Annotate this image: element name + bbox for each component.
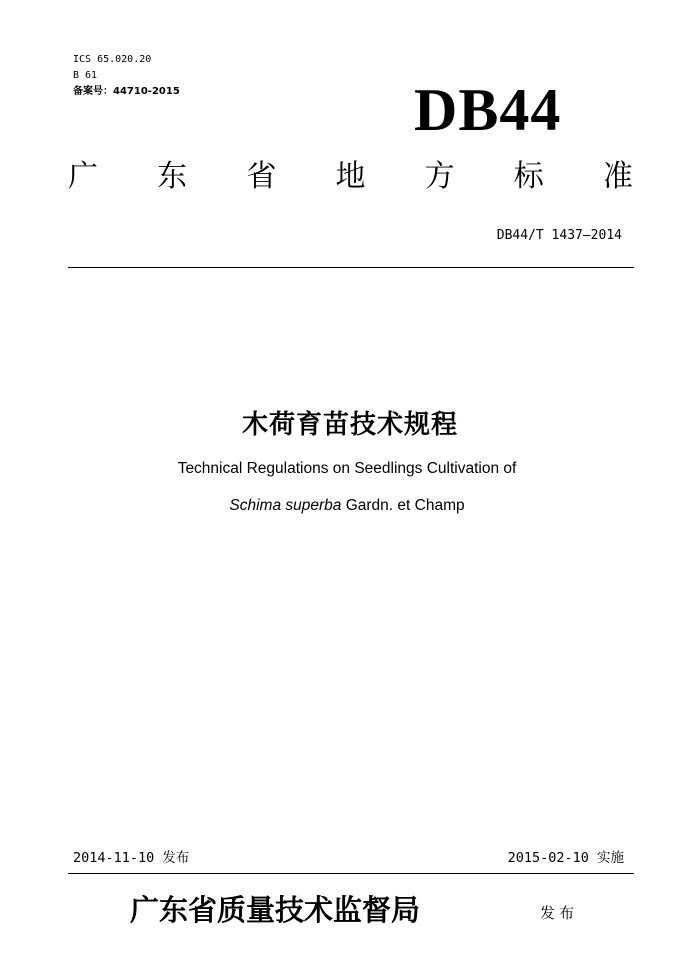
standard-type-char: 标 — [513, 159, 544, 194]
document-title-en-line2 — [0, 497, 694, 515]
document-title-cn: 木荷育苗技术规程 — [241, 410, 458, 440]
standard-type-char: 准 — [602, 159, 633, 194]
ics-code: ICS 65.020.20 — [73, 54, 152, 65]
standard-number: DB44/T 1437—2014 — [496, 228, 622, 243]
bottom-divider — [68, 873, 634, 874]
ccs-code: B 61 — [73, 70, 98, 81]
issuing-authority: 广东省质量技术监督局 — [130, 893, 421, 927]
standard-type-char: 地 — [335, 159, 366, 194]
db-logo: DB44 — [414, 77, 562, 143]
species-authority: Gardn. et Champ — [341, 497, 465, 514]
implementation-date: 2015-02-10 实施 — [507, 850, 624, 866]
standard-type-title — [68, 160, 633, 194]
issue-date: 2014-11-10 发布 — [73, 850, 190, 866]
top-divider — [68, 267, 634, 268]
document-title-en-line1: Technical Regulations on Seedlings Cultivation of — [177, 460, 517, 477]
standard-type-char: 广 — [68, 159, 98, 194]
standard-type-char: 东 — [157, 159, 188, 194]
filing-number: 备案号：44710-2015 — [73, 86, 180, 97]
issue-label: 发布 — [540, 904, 579, 922]
standard-type-char: 省 — [246, 159, 277, 194]
standard-type-char: 方 — [424, 159, 455, 194]
species-name: Schima superba — [229, 497, 342, 514]
